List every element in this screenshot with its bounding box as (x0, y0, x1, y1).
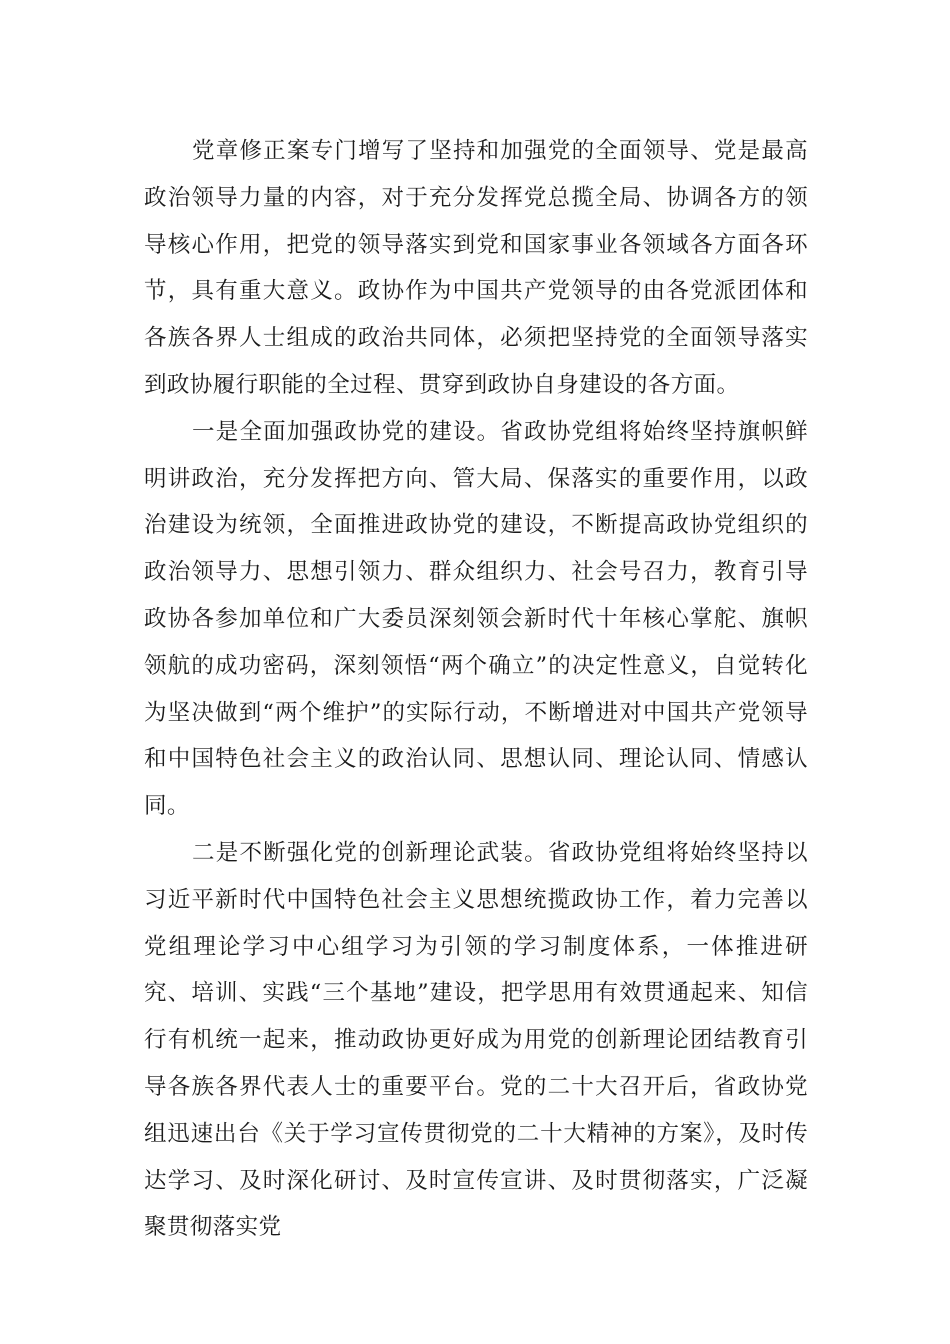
paragraph-3: 二是不断强化党的创新理论武装。省政协党组将始终坚持以习近平新时代中国特色社会主义思想统揽政协工作，着力完善以党组理论学习中心组学习为引领的学习制度体系，一体推进研究、培训、实践“三个基地”建设，把学思用有效贯通起来、知信行有机统一起来，推动政协更好成为用党的创新理论团结教育引导各族各界代表人士的重要平台。党的二十大召开后，省政协党组迅速出台《关于学习宣传贯彻党的二十大精神的方案》，及时传达学习、及时深化研讨、及时宣传宣讲、及时贯彻落实，广泛凝聚贯彻落实党 (144, 839, 808, 1241)
paragraph-2: 一是全面加强政协党的建设。省政协党组将始终坚持旗帜鲜明讲政治，充分发挥把方向、管大局、保落实的重要作用，以政治建设为统领，全面推进政协党的建设，不断提高政协党组织的政治领导力、思想引领力、群众组织力、社会号召力，教育引导政协各参加单位和广大委员深刻领会新时代十年核心掌舵、旗帜领航的成功密码，深刻领悟“两个确立”的决定性意义，自觉转化为坚决做到“两个维护”的实际行动，不断增进对中国共产党领导和中国特色社会主义的政治认同、思想认同、理论认同、情感认同。 (144, 418, 808, 820)
document-body (144, 128, 808, 1251)
paragraph-1: 党章修正案专门增写了坚持和加强党的全面领导、党是最高政治领导力量的内容，对于充分发挥党总揽全局、协调各方的领导核心作用，把党的领导落实到党和国家事业各领域各方面各环节，具有重大意义。政协作为中国共产党领导的由各党派团体和各族各界人士组成的政治共同体，必须把坚持党的全面领导落实到政协履行职能的全过程、贯穿到政协自身建设的各方面。 (144, 138, 808, 398)
